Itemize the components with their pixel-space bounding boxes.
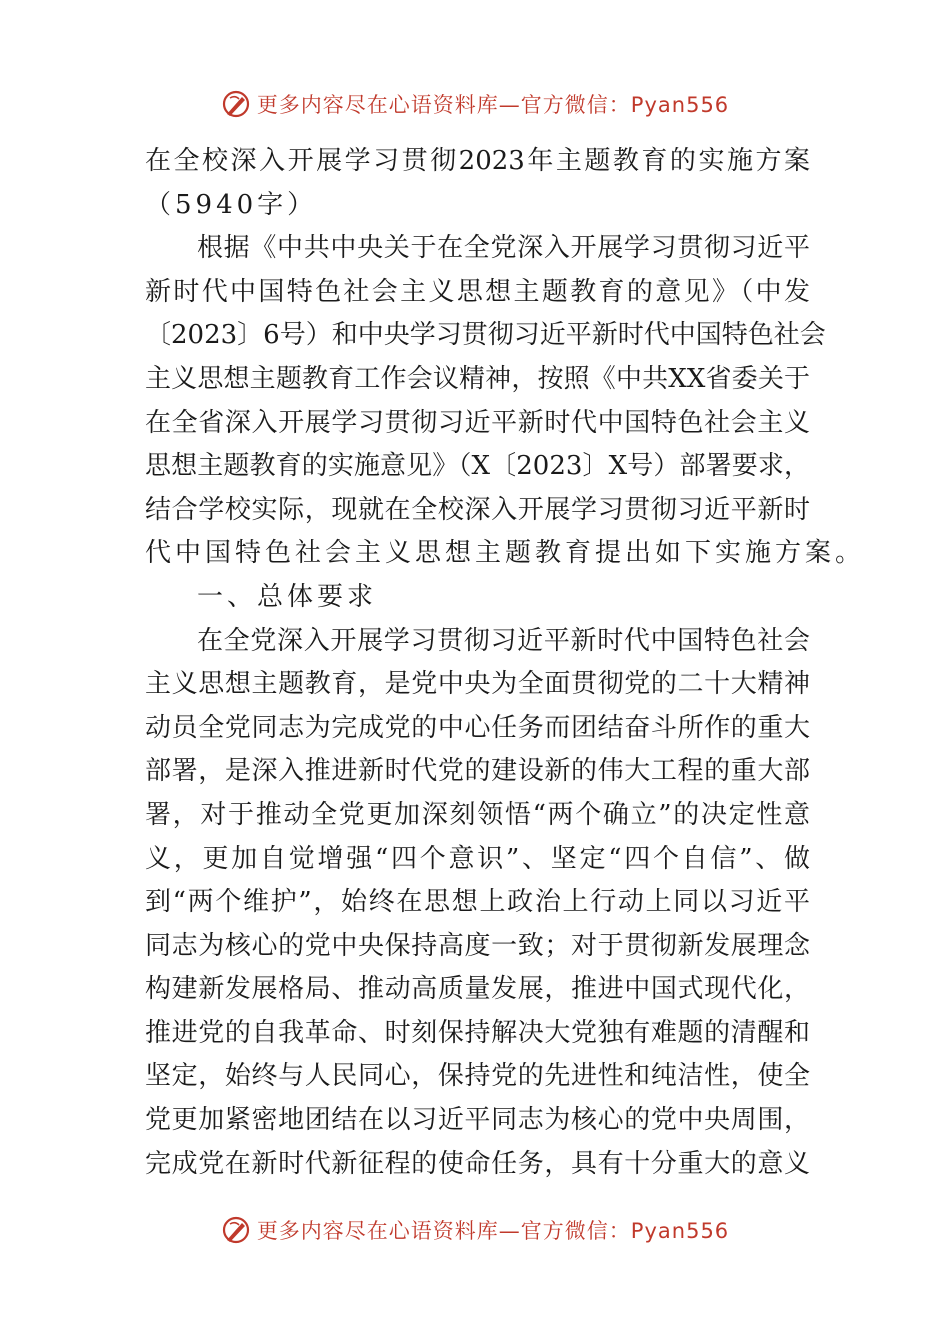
paragraph-line: 义，更加自觉增强“四个意识”、坚定“四个自信”、做 <box>145 843 810 874</box>
paragraph-line: 署，对于推动全党更加深刻领悟“两个确立”的决定性意 <box>145 799 810 830</box>
paragraph-line: 同志为核心的党中央保持高度一致；对于贯彻新发展理念 <box>145 930 810 961</box>
paragraph-line: 构建新发展格局、推动高质量发展，推进中国式现代化， <box>145 974 810 1005</box>
paragraph-line: 主义思想主题教育，是党中央为全面贯彻党的二十大精神 <box>145 669 810 700</box>
pen-logo-icon <box>221 1215 251 1245</box>
paragraph-line: 主义思想主题教育工作会议精神，按照《中共XX省委关于 <box>145 363 810 394</box>
paragraph-line: 动员全党同志为完成党的中心任务而团结奋斗所作的重大 <box>145 712 810 743</box>
footer-banner <box>0 1210 950 1250</box>
paragraph-line: 新时代中国特色社会主义思想主题教育的意见》（中发 <box>145 276 810 307</box>
banner-text: 更多内容尽在心语资料库—官方微信：Pyan556 <box>256 1219 730 1243</box>
paragraph-line: 根据《中共中央关于在全党深入开展学习贯彻习近平 <box>197 233 810 264</box>
header-banner <box>0 84 950 124</box>
paragraph-line: 部署，是深入推进新时代党的建设新的伟大工程的重大部 <box>145 756 810 787</box>
paragraph-line: 结合学校实际，现就在全校深入开展学习贯彻习近平新时 <box>145 494 810 525</box>
paragraph-line: 推进党的自我革命、时刻保持解决大党独有难题的清醒和 <box>145 1017 810 1048</box>
paragraph-line: 代中国特色社会主义思想主题教育提出如下实施方案。 <box>145 538 866 569</box>
title-line: 在全校深入开展学习贯彻2023年主题教育的实施方案 <box>145 146 810 176</box>
banner-text: 更多内容尽在心语资料库—官方微信：Pyan556 <box>256 93 730 117</box>
paragraph-line: 党更加紧密地团结在以习近平同志为核心的党中央周围， <box>145 1105 810 1136</box>
paragraph-line: 思想主题教育的实施意见》（X〔2023〕X号）部署要求， <box>145 451 810 482</box>
title-wordcount: （5940字） <box>145 189 318 220</box>
document-body <box>145 140 866 1186</box>
pen-logo-icon <box>221 89 251 119</box>
paragraph-line: 坚定，始终与人民同心，保持党的先进性和纯洁性，使全 <box>145 1061 810 1092</box>
paragraph-line: 在全党深入开展学习贯彻习近平新时代中国特色社会 <box>197 625 810 656</box>
paragraph-line: 完成党在新时代新征程的使命任务，具有十分重大的意义 <box>145 1148 810 1179</box>
paragraph-line: 在全省深入开展学习贯彻习近平新时代中国特色社会主义 <box>145 407 810 438</box>
section-heading: 一、总体要求 <box>197 581 378 612</box>
paragraph-line: 到“两个维护”，始终在思想上政治上行动上同以习近平 <box>145 887 810 918</box>
paragraph-line: 〔2023〕6号）和中央学习贯彻习近平新时代中国特色社会 <box>145 320 826 351</box>
